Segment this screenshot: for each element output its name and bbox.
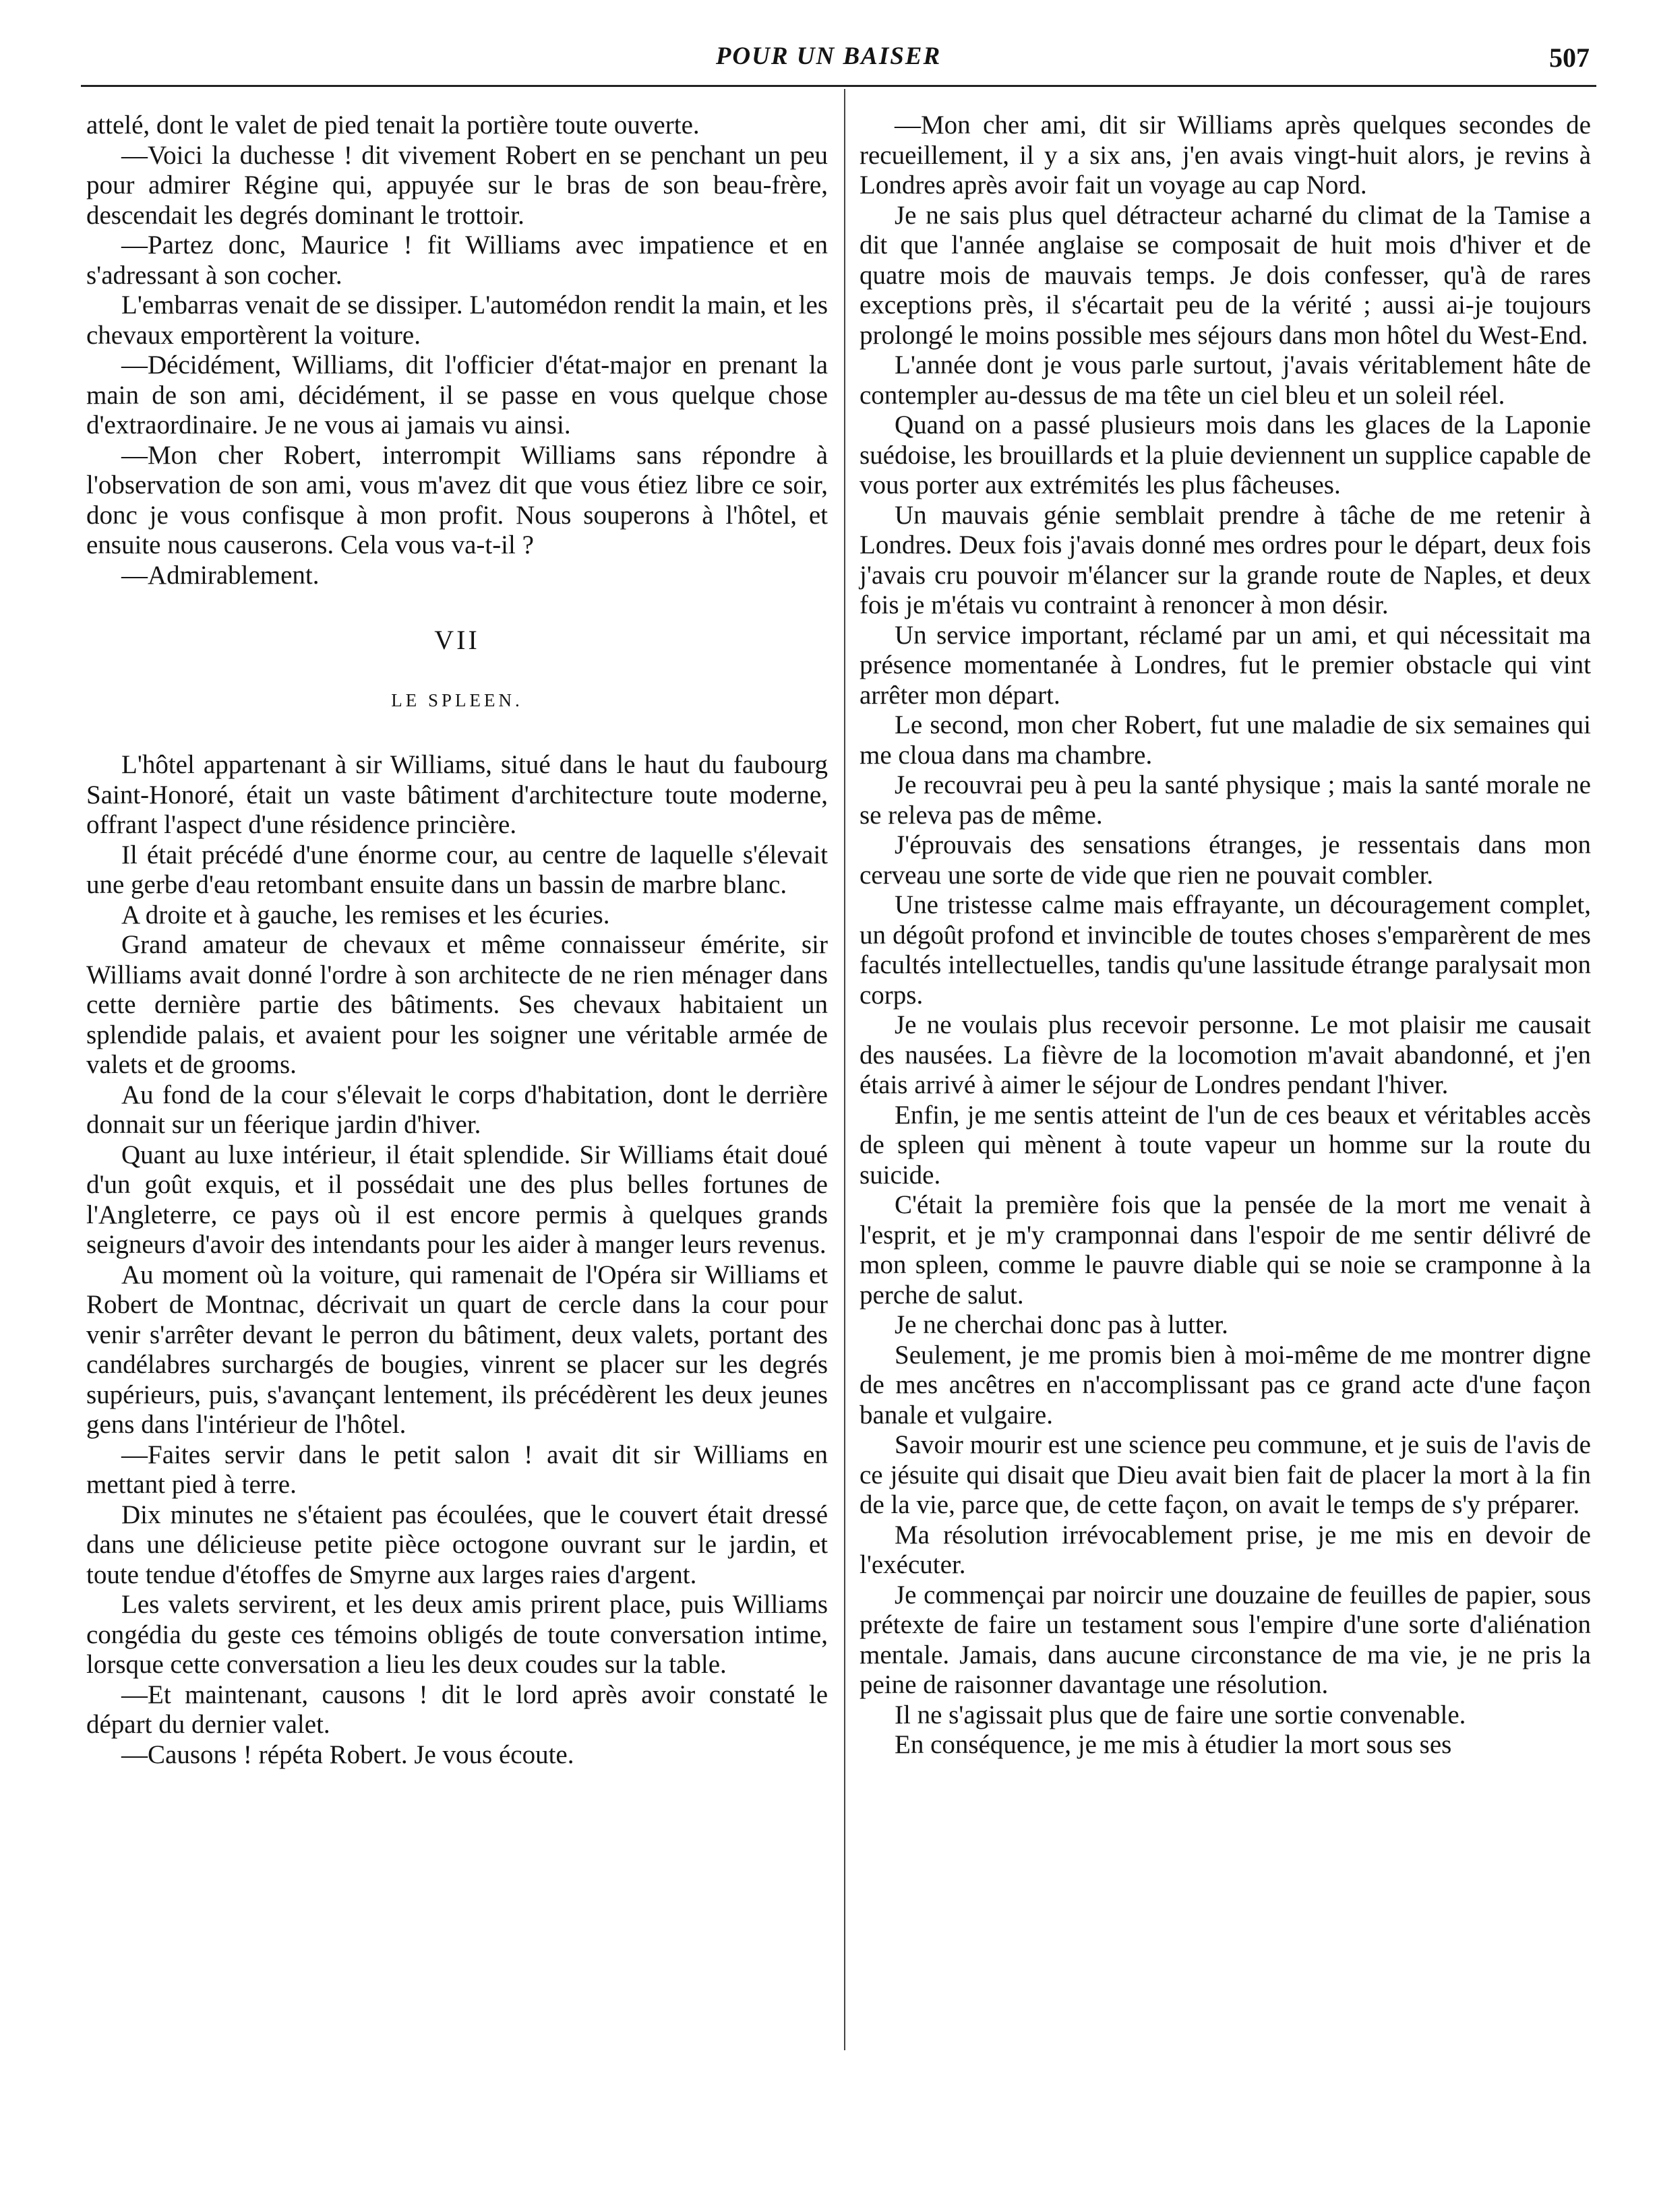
paragraph: Je ne voulais plus recevoir personne. Le mot plaisir me causait des nausées. La fièvre de la locomotion m'avait abandonné, et j'en étais arrivé à aimer le séjour de Londres pendant l'hiver. bbox=[860, 1010, 1591, 1099]
paragraph: C'était la première fois que la pensée de la mort me venait à l'esprit, et je m'y cramponnai dans l'espoir de me sentir délivré de mon spleen, comme le pauvre diable qui se noie se cramponne à la perche de salut. bbox=[860, 1190, 1591, 1310]
paragraph: Quant au luxe intérieur, il était splendide. Sir Williams était doué d'un goût exquis, et il possédait une des plus belles fortunes de l'Angleterre, ce pays où il est encore permis à quelques grands seigneurs d'avoir des intendants pour les aider à manger leurs revenus. bbox=[86, 1140, 828, 1259]
paragraph: —Mon cher ami, dit sir Williams après quelques secondes de recueillement, il y a six ans, j'en avais vingt-huit alors, je revins à Londres après avoir fait un voyage au cap Nord. bbox=[860, 111, 1591, 199]
paragraph: Dix minutes ne s'étaient pas écoulées, que le couvert était dressé dans une délicieuse petite pièce octogone ouvrant sur le jardin, et toute tendue d'étoffes de Smyrne aux larges raies d'argent. bbox=[86, 1500, 828, 1589]
paragraph: Il était précédé d'une énorme cour, au centre de laquelle s'élevait une gerbe d'eau retombant ensuite dans un bassin de marbre blanc. bbox=[86, 840, 828, 899]
paragraph: En conséquence, je me mis à étudier la mort sous ses bbox=[895, 1730, 1452, 1759]
paragraph: Je commençai par noircir une douzaine de feuilles de papier, sous prétexte de faire un testament sous l'empire d'une sorte d'aliénation mentale. Jamais, dans aucune circonstance de ma vie, je ne pris la peine de raisonner davantage une résolution. bbox=[860, 1580, 1591, 1699]
paragraph: —Faites servir dans le petit salon ! avait dit sir Williams en mettant pied à terre. bbox=[86, 1440, 828, 1499]
paragraph: L'année dont je vous parle surtout, j'avais véritablement hâte de contempler au-dessus de ma tête un ciel bleu et un soleil réel. bbox=[860, 350, 1591, 410]
running-title: POUR UN BAISER bbox=[715, 42, 942, 70]
paragraph: Quand on a passé plusieurs mois dans les glaces de la Laponie suédoise, les brouillards et la pluie deviennent un supplice capable de vous porter aux extrémités les plus fâcheuses. bbox=[860, 410, 1591, 499]
paragraph: Je ne cherchai donc pas à lutter. bbox=[895, 1310, 1228, 1339]
paragraph: Le second, mon cher Robert, fut une maladie de six semaines qui me cloua dans ma chambre. bbox=[860, 710, 1591, 770]
paragraph: —Décidément, Williams, dit l'officier d'état-major en prenant la main de son ami, décidément, il se passe en vous quelque chose d'extraordinaire. Je ne vous ai jamais vu ainsi. bbox=[86, 350, 828, 439]
left-column-paragraphs-after bbox=[86, 750, 828, 1770]
column-divider bbox=[844, 89, 845, 2050]
paragraph: Je ne sais plus quel détracteur acharné du climat de la Tamise a dit que l'année anglaise se composait de huit mois d'hiver et de quatre mois de mauvais temps. Je dois confesser, qu'à de rares exceptions près, il s'écartait peu de la vérité ; aussi ai-je toujours prolongé le moins possible mes séjours dans mon hôtel du West-End. bbox=[860, 200, 1591, 350]
paragraph: —Causons ! répéta Robert. Je vous écoute. bbox=[121, 1740, 574, 1769]
paragraph: L'embarras venait de se dissiper. L'automédon rendit la main, et les chevaux emportèrent la voiture. bbox=[86, 290, 828, 350]
chapter-title: LE SPLEEN. bbox=[391, 689, 523, 710]
paragraph: L'hôtel appartenant à sir Williams, situé dans le haut du faubourg Saint-Honoré, était un vaste bâtiment d'architecture toute moderne, offrant l'aspect d'une résidence princière. bbox=[86, 750, 828, 839]
paragraph: Je recouvrai peu à peu la santé physique ; mais la santé morale ne se releva pas de même. bbox=[860, 770, 1591, 830]
paragraph: Au moment où la voiture, qui ramenait de l'Opéra sir Williams et Robert de Montnac, décrivait un quart de cercle dans la cour pour venir s'arrêter devant le perron du bâtiment, deux valets, portant des candélabres surchargés de bougies, vinrent se placer sur les degrés supérieurs, puis, s'avançant lentement, ils précédèrent les deux jeunes gens dans l'intérieur de l'hôtel. bbox=[86, 1260, 828, 1439]
page-number: 507 bbox=[1549, 42, 1590, 73]
left-column-paragraphs-before bbox=[86, 111, 828, 590]
paragraph: Savoir mourir est une science peu commune, et je suis de l'avis de ce jésuite qui disait que Dieu avait bien fait de placer la mort à la fin de la vie, parce que, de cette façon, on avait le temps de s'y préparer. bbox=[860, 1430, 1591, 1519]
header-rule bbox=[81, 85, 1596, 87]
running-head bbox=[0, 42, 1657, 75]
paragraph: Il ne s'agissait plus que de faire une sortie convenable. bbox=[895, 1700, 1466, 1729]
paragraph: A droite et à gauche, les remises et les écuries. bbox=[121, 900, 610, 929]
paragraph: Seulement, je me promis bien à moi-même de me montrer digne de mes ancêtres en n'accomplissant pas ce grand acte d'une façon banale et vulgaire. bbox=[860, 1340, 1591, 1430]
paragraph: Au fond de la cour s'élevait le corps d'habitation, dont le derrière donnait sur un féerique jardin d'hiver. bbox=[86, 1080, 828, 1139]
paragraph: —Admirablement. bbox=[121, 560, 320, 590]
right-column-paragraphs bbox=[860, 111, 1591, 1760]
paragraph: J'éprouvais des sensations étranges, je ressentais dans mon cerveau une sorte de vide que rien ne pouvait combler. bbox=[860, 830, 1591, 890]
paragraph: —Voici la duchesse ! dit vivement Robert en se penchant un peu pour admirer Régine qui, appuyée sur le bras de son beau-frère, descendait les degrés dominant le trottoir. bbox=[86, 140, 828, 230]
paragraph: Enfin, je me sentis atteint de l'un de ces beaux et véritables accès de spleen qui mènent à toute vapeur un homme sur la route du suicide. bbox=[860, 1100, 1591, 1190]
paragraph: Une tristesse calme mais effrayante, un découragement complet, un dégoût profond et invincible de toutes choses s'emparèrent de mes facultés intellectuelles, tandis qu'une lassitude étrange paralysait mon corps. bbox=[860, 890, 1591, 1010]
paragraph: attelé, dont le valet de pied tenait la portière toute ouverte. bbox=[86, 111, 700, 140]
chapter-number: VII bbox=[434, 625, 480, 655]
left-column bbox=[86, 111, 828, 1770]
paragraph: —Et maintenant, causons ! dit le lord après avoir constaté le départ du dernier valet. bbox=[86, 1680, 828, 1739]
paragraph: Un mauvais génie semblait prendre à tâche de me retenir à Londres. Deux fois j'avais donné mes ordres pour le départ, deux fois j'avais cru pouvoir m'élancer sur la grande route de Naples, et deux fois je m'étais vu contraint à renoncer à mon désir. bbox=[860, 500, 1591, 619]
right-column bbox=[860, 111, 1591, 1760]
paragraph: Les valets servirent, et les deux amis prirent place, puis Williams congédia du geste ces témoins obligés de toute conversation intime, lorsque cette conversation a lieu les deux coudes sur la table. bbox=[86, 1590, 828, 1679]
paragraph: —Partez donc, Maurice ! fit Williams avec impatience et en s'adressant à son cocher. bbox=[86, 231, 828, 290]
paragraph: Ma résolution irrévocablement prise, je me mis en devoir de l'exécuter. bbox=[860, 1520, 1591, 1579]
paragraph: Un service important, réclamé par un ami, et qui nécessitait ma présence momentanée à Londres, fut le premier obstacle qui vint arrêter mon départ. bbox=[860, 620, 1591, 710]
paragraph: Grand amateur de chevaux et même connaisseur émérite, sir Williams avait donné l'ordre à son architecte de ne rien ménager dans cette dernière partie des bâtiments. Ses chevaux habitaient un splendide palais, et avaient pour les soigner une véritable armée de valets et de grooms. bbox=[86, 930, 828, 1079]
paragraph: —Mon cher Robert, interrompit Williams sans répondre à l'observation de son ami, vous m'avez dit que vous étiez libre ce soir, donc je vous confisque à mon profit. Nous souperons à l'hôtel, et ensuite nous causerons. Cela vous va-t-il ? bbox=[86, 440, 828, 559]
